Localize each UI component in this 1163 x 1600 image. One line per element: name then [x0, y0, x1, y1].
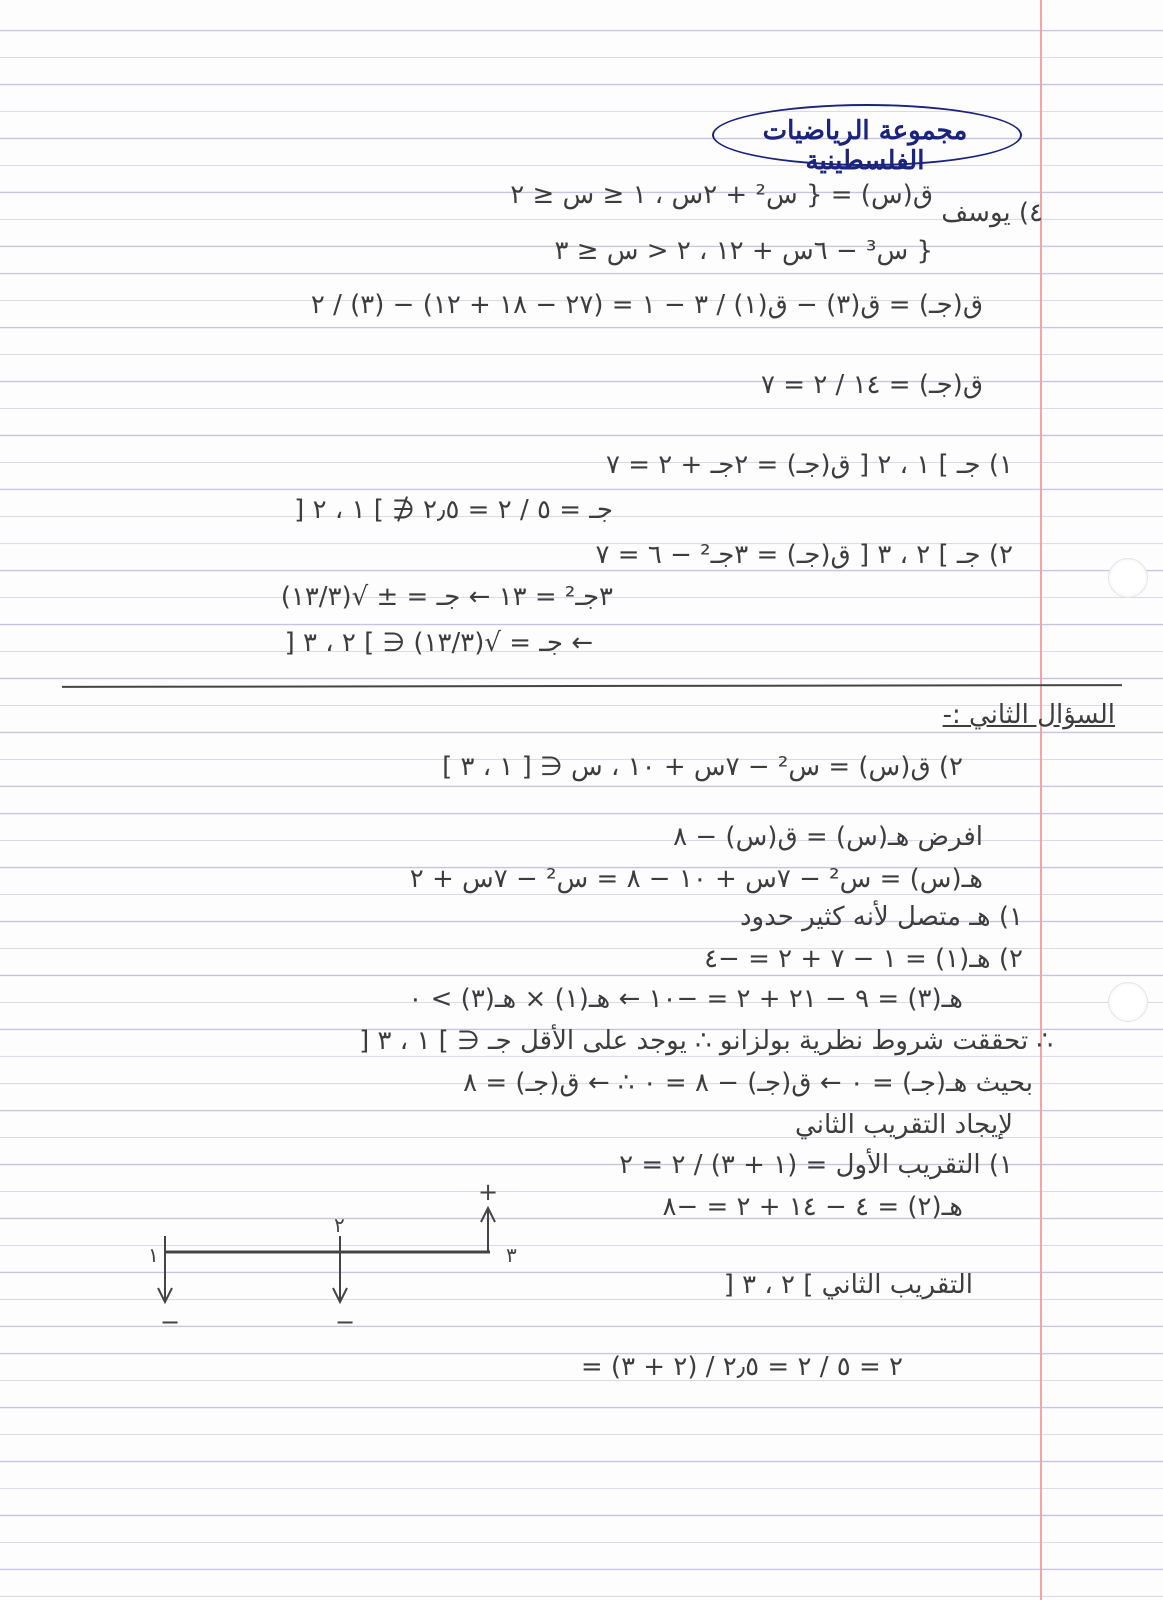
h-function-line: هـ(س) = س² − ٧س + ١٠ − ٨ = س² − ٧س + ٢ — [409, 864, 983, 894]
page-title: مجموعة الرياضيات الفلسطينية — [762, 116, 968, 176]
given-function: ٢) ق(س) = س² − ٧س + ١٠ ، س ∈ [ ١ ، ٣ ] — [442, 752, 963, 782]
nl-label-2: ٢ — [334, 1213, 345, 1237]
case-2: ٢) جـ ] ٢ ، ٣ [ ق(جـ) = ٣جـ² − ٦ = ٧ — [595, 540, 1013, 570]
nl-sign-2: − — [335, 1308, 356, 1336]
assume-line: افرض هـ(س) = ق(س) − ٨ — [673, 822, 983, 852]
bolzano-conclusion: ∴ تحققت شروط نظرية بولزانو ∴ يوجد على الأقل جـ ∈ ] ١ ، ٣ [ — [359, 1026, 1053, 1056]
case-2-result: ← جـ = √(١٣/٣) ∈ ] ٢ ، ٣ [ — [284, 628, 593, 658]
h-at-3: هـ(٣) = ٩ − ٢١ + ٢ = −١٠ ← هـ(١) × هـ(٣) > ٠ — [408, 984, 963, 1014]
question-label: ٤) يوسف — [941, 198, 1043, 228]
mean-value-line: ق(جـ) = ق(٣) − ق(١) / ٣ − ١ = (٢٧ − ١٨ + ١٢) − (٣) / ٢ — [310, 290, 983, 320]
h-at-1: ٢) هـ(١) = ١ − ٧ + ٢ = −٤ — [704, 944, 1023, 974]
h-at-2: هـ(٢) = ٤ − ١٤ + ٢ = −٨ — [662, 1192, 963, 1222]
case-2-solve: ٣جـ² = ١٣ ← جـ = ± √(١٣/٣) — [280, 582, 613, 612]
continuity-step: ١) هـ متصل لأنه كثير حدود — [739, 902, 1023, 932]
second-approx-heading: لإيجاد التقريب الثاني — [795, 1110, 1013, 1140]
such-that-line: بحيث هـ(جـ) = ٠ ← ق(جـ) − ٨ = ٠ ∴ ← ق(جـ) = ٨ — [463, 1068, 1033, 1098]
nl-sign-1: − — [160, 1308, 181, 1336]
nl-sign-3: + — [478, 1178, 499, 1206]
piecewise-line-1: ق(س) = { س² + ٢س ، ١ ≤ س ≤ ٢ — [510, 180, 933, 210]
nl-label-1: ١ — [148, 1243, 159, 1267]
question-2-label: السؤال الثاني :- — [942, 700, 1115, 730]
first-approx: ١) التقريب الأول = (١ + ٣) / ٢ = ٢ — [619, 1150, 1013, 1180]
case-1: ١) جـ ] ١ ، ٢ [ ق(جـ) = ٢جـ + ٢ = ٧ — [606, 450, 1013, 480]
second-approx-interval: التقريب الثاني ] ٢ ، ٣ [ — [723, 1270, 973, 1300]
mean-value-result: ق(جـ) = ١٤ / ٢ = ٧ — [761, 370, 983, 400]
case-1-result: جـ = ٥ / ٢ = ٢٫٥ ∉ ] ١ ، ٢ [ — [294, 495, 613, 525]
nl-label-3: ٣ — [506, 1243, 517, 1267]
piecewise-line-2: { س³ − ٦س + ١٢ ، ٢ < س ≤ ٣ — [554, 236, 933, 266]
second-approx-result: = (٢ + ٣) / ٢ = ٥ / ٢ = ٢٫٥ — [580, 1352, 903, 1382]
